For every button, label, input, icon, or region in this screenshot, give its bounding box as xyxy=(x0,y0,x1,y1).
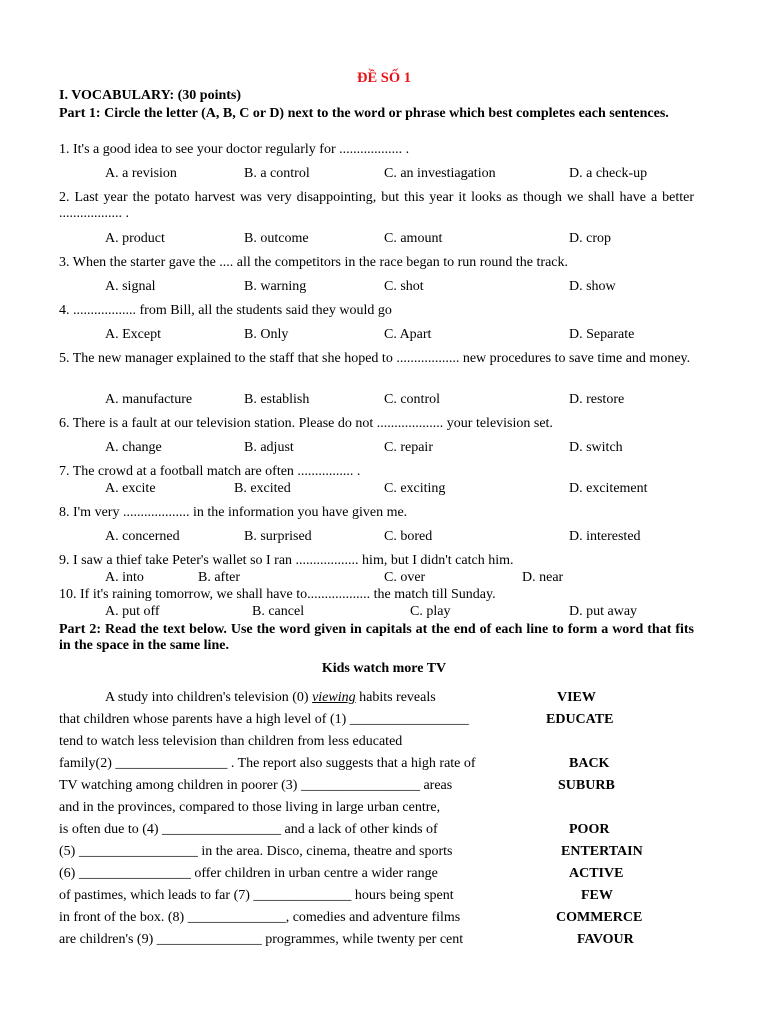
option-d[interactable]: D. interested xyxy=(569,529,641,544)
passage-line: of pastimes, which leads to far (7) ______________ hours being spent xyxy=(59,888,454,903)
option-b[interactable]: B. adjust xyxy=(244,440,294,455)
option-c[interactable]: C. amount xyxy=(384,231,443,246)
option-a[interactable]: A. change xyxy=(105,440,162,455)
capital-word: SUBURB xyxy=(558,778,615,793)
passage-line: are children's (9) _______________ programmes, while twenty per cent xyxy=(59,932,464,947)
passage-line: and in the provinces, compared to those living in large urban centre, xyxy=(59,800,441,815)
option-b[interactable]: B. warning xyxy=(244,279,307,294)
passage-line: (5) _________________ in the area. Disco, cinema, theatre and sports xyxy=(59,844,453,859)
example-answer: viewing xyxy=(312,690,356,705)
option-c[interactable]: C. repair xyxy=(384,440,433,455)
capital-word: EDUCATE xyxy=(546,712,614,727)
page-title: ĐỀ SỐ 1 xyxy=(357,70,411,86)
passage-line: TV watching among children in poorer (3) _________________ areas xyxy=(59,778,453,793)
option-a[interactable]: A. concerned xyxy=(105,529,180,544)
option-a[interactable]: A. excite xyxy=(105,481,156,496)
option-a[interactable]: A. Except xyxy=(105,327,161,342)
passage-line: family(2) ________________ . The report also suggests that a high rate of xyxy=(59,756,476,771)
question-stem: 2. Last year the potato harvest was very disappointing, but this year it looks as though we shall have a better .................. . xyxy=(59,190,694,221)
option-c[interactable]: C. exciting xyxy=(384,481,446,496)
question-stem: 10. If it's raining tomorrow, we shall have to.................. the match till Sunday. xyxy=(59,587,496,602)
passage-line: that children whose parents have a high level of (1) _________________ xyxy=(59,712,469,727)
option-b[interactable]: B. surprised xyxy=(244,529,312,544)
option-d[interactable]: D. crop xyxy=(569,231,611,246)
option-b[interactable]: B. cancel xyxy=(252,604,305,619)
passage-line: is often due to (4) _________________ and a lack of other kinds of xyxy=(59,822,438,837)
passage-title: Kids watch more TV xyxy=(321,661,447,676)
option-d[interactable]: D. switch xyxy=(569,440,623,455)
option-d[interactable]: D. excitement xyxy=(569,481,648,496)
passage-line: tend to watch less television than children from less educated xyxy=(59,734,403,749)
capital-word: POOR xyxy=(569,822,610,837)
option-d[interactable]: D. a check-up xyxy=(569,166,648,181)
option-c[interactable]: C. over xyxy=(384,570,426,585)
option-d[interactable]: D. near xyxy=(522,570,564,585)
question-stem: 5. The new manager explained to the staff that she hoped to .................. new procedures to save time and money. xyxy=(59,351,691,366)
option-d[interactable]: D. Separate xyxy=(569,327,635,342)
option-d[interactable]: D. put away xyxy=(569,604,638,619)
capital-word: ENTERTAIN xyxy=(561,844,643,859)
question-stem: 8. I'm very ................... in the information you have given me. xyxy=(59,505,408,520)
option-d[interactable]: D. show xyxy=(569,279,616,294)
passage-line: A study into children's television (0) viewing habits reveals xyxy=(105,690,436,705)
option-b[interactable]: B. Only xyxy=(244,327,289,342)
option-c[interactable]: C. shot xyxy=(384,279,424,294)
option-b[interactable]: B. after xyxy=(198,570,240,585)
option-c[interactable]: C. Apart xyxy=(384,327,432,342)
option-a[interactable]: A. product xyxy=(105,231,165,246)
option-a[interactable]: A. into xyxy=(105,570,144,585)
passage-line: (6) ________________ offer children in urban centre a wider range xyxy=(59,866,438,881)
option-d[interactable]: D. restore xyxy=(569,392,625,407)
capital-word: VIEW xyxy=(557,690,596,705)
option-c[interactable]: C. play xyxy=(410,604,451,619)
option-a[interactable]: A. put off xyxy=(105,604,160,619)
option-a[interactable]: A. a revision xyxy=(105,166,177,181)
option-b[interactable]: B. a control xyxy=(244,166,310,181)
part1-instruction: Part 1: Circle the letter (A, B, C or D) next to the word or phrase which best completes each sentences. xyxy=(59,106,669,121)
capital-word: BACK xyxy=(569,756,610,771)
option-c[interactable]: C. control xyxy=(384,392,440,407)
capital-word: COMMERCE xyxy=(556,910,643,925)
question-stem: 4. .................. from Bill, all the students said they would go xyxy=(59,303,392,318)
option-a[interactable]: A. manufacture xyxy=(105,392,193,407)
question-stem: 1. It's a good idea to see your doctor regularly for .................. . xyxy=(59,142,410,157)
capital-word: ACTIVE xyxy=(569,866,624,881)
passage-line: in front of the box. (8) ______________, comedies and adventure films xyxy=(59,910,461,925)
option-b[interactable]: B. establish xyxy=(244,392,310,407)
option-b[interactable]: B. outcome xyxy=(244,231,309,246)
capital-word: FEW xyxy=(581,888,613,903)
option-a[interactable]: A. signal xyxy=(105,279,156,294)
option-c[interactable]: C. bored xyxy=(384,529,433,544)
question-stem: 9. I saw a thief take Peter's wallet so I ran .................. him, but I didn't catch him. xyxy=(59,553,514,568)
question-stem: 7. The crowd at a football match are often ................ . xyxy=(59,464,361,479)
section-heading: I. VOCABULARY: (30 points) xyxy=(59,88,242,103)
part2-instruction: Part 2: Read the text below. Use the word given in capitals at the end of each line to form a word that fits in the space in the same line. xyxy=(59,622,694,653)
capital-word: FAVOUR xyxy=(577,932,634,947)
option-b[interactable]: B. excited xyxy=(234,481,291,496)
question-stem: 3. When the starter gave the .... all the competitors in the race began to run round the track. xyxy=(59,255,569,270)
option-c[interactable]: C. an investiagation xyxy=(384,166,496,181)
question-stem: 6. There is a fault at our television station. Please do not ................... your television set. xyxy=(59,416,553,431)
